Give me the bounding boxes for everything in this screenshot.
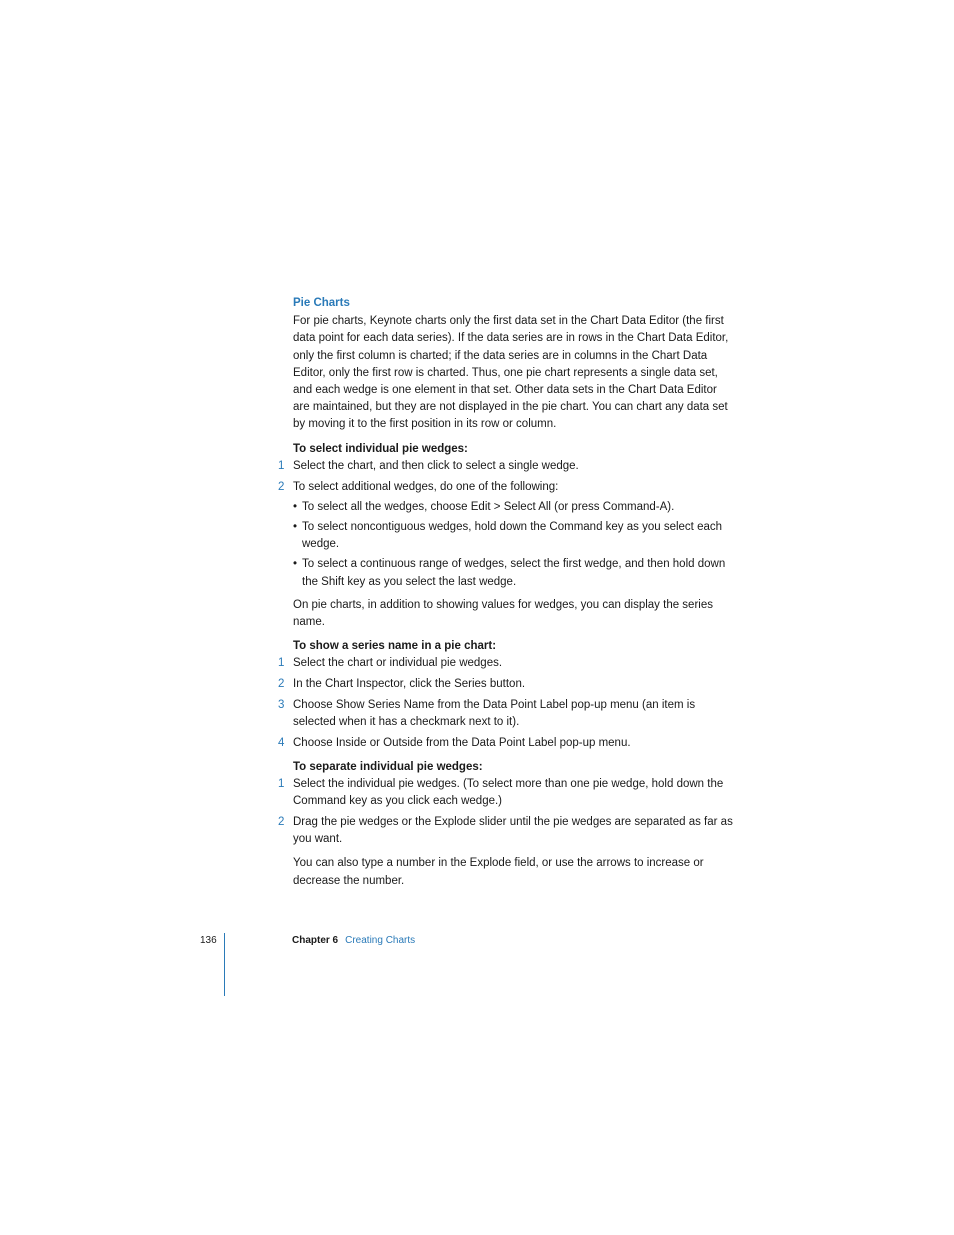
bullet-item [293, 556, 733, 590]
task-heading-separate-wedges: To separate individual pie wedges: [293, 760, 483, 773]
step-number: 1 [278, 657, 285, 670]
steps-separate-wedges [278, 776, 733, 848]
step-item [278, 697, 733, 731]
step-item [278, 776, 733, 810]
bullet-item [293, 499, 733, 516]
step-number: 4 [278, 736, 285, 749]
bullet-item [293, 519, 733, 553]
step-text: Select the chart, and then click to select a single wedge. [293, 459, 579, 472]
step-text: To select additional wedges, do one of the following: [293, 480, 559, 493]
task-heading-select-wedges: To select individual pie wedges: [293, 442, 468, 455]
bullet-list [293, 499, 733, 591]
bullet-text: To select noncontiguous wedges, hold down the Command key as you select each wedge. [302, 520, 723, 551]
step-number: 2 [278, 480, 285, 493]
task-heading-series-name: To show a series name in a pie chart: [293, 640, 497, 653]
step-text: Drag the pie wedges or the Explode slider until the pie wedges are separated as far as you want. [293, 815, 733, 846]
steps-series-name [278, 655, 733, 752]
step-text: Choose Show Series Name from the Data Point Label pop-up menu (an item is selected when it has a checkmark next to it). [293, 698, 696, 728]
step-item [278, 814, 733, 848]
step-number: 2 [278, 678, 285, 691]
step-number: 3 [278, 698, 285, 711]
running-footer [292, 934, 415, 948]
step-text: Choose Inside or Outside from the Data Point Label pop-up menu. [293, 736, 631, 749]
footer-divider [224, 933, 225, 996]
steps-select-wedges [278, 458, 733, 591]
step-item [278, 479, 733, 591]
section-heading: Pie Charts [293, 297, 350, 309]
bullet-mark: • [293, 500, 298, 513]
step-item [278, 655, 733, 672]
step-text: In the Chart Inspector, click the Series button. [293, 678, 526, 691]
explode-paragraph: You can also type a number in the Explode field, or use the arrows to increase or decrease the number. [293, 857, 704, 887]
step-item [278, 676, 733, 693]
page-content [278, 295, 733, 890]
page-number: 136 [200, 935, 217, 946]
step-item [278, 458, 733, 475]
step-number: 1 [278, 459, 285, 472]
step-item [278, 735, 733, 752]
bullet-mark: • [293, 520, 298, 533]
step-number: 1 [278, 778, 285, 791]
bullet-text: To select a continuous range of wedges, select the first wedge, and then hold down the Shift key as you select the last wedge. [302, 558, 726, 588]
step-number: 2 [278, 815, 285, 828]
step-text: Select the individual pie wedges. (To select more than one pie wedge, hold down the Command key as you click each wedge.) [293, 778, 724, 808]
bullet-mark: • [293, 558, 298, 571]
bullet-text: To select all the wedges, choose Edit > Select All (or press Command-A). [302, 500, 675, 513]
chapter-title-link[interactable]: Creating Charts [345, 935, 416, 946]
chapter-label: Chapter 6 [292, 935, 339, 946]
step-text: Select the chart or individual pie wedges. [293, 657, 503, 670]
series-name-paragraph: On pie charts, in addition to showing values for wedges, you can display the series name. [293, 598, 713, 628]
intro-paragraph: For pie charts, Keynote charts only the first data set in the Chart Data Editor (the first data point for each data series). If the data series are in rows in the Chart Data Editor, only the first column is charted; if the data series are in columns in the Chart Data Editor, only the first row is charted. Thus, one pie chart represents a single data set, and each wedge is one element in that set. Other data sets in the Chart Data Editor are maintained, but they are not displayed in the pie chart. You can chart any data set by moving it to the first position in its row or column. [293, 315, 729, 431]
